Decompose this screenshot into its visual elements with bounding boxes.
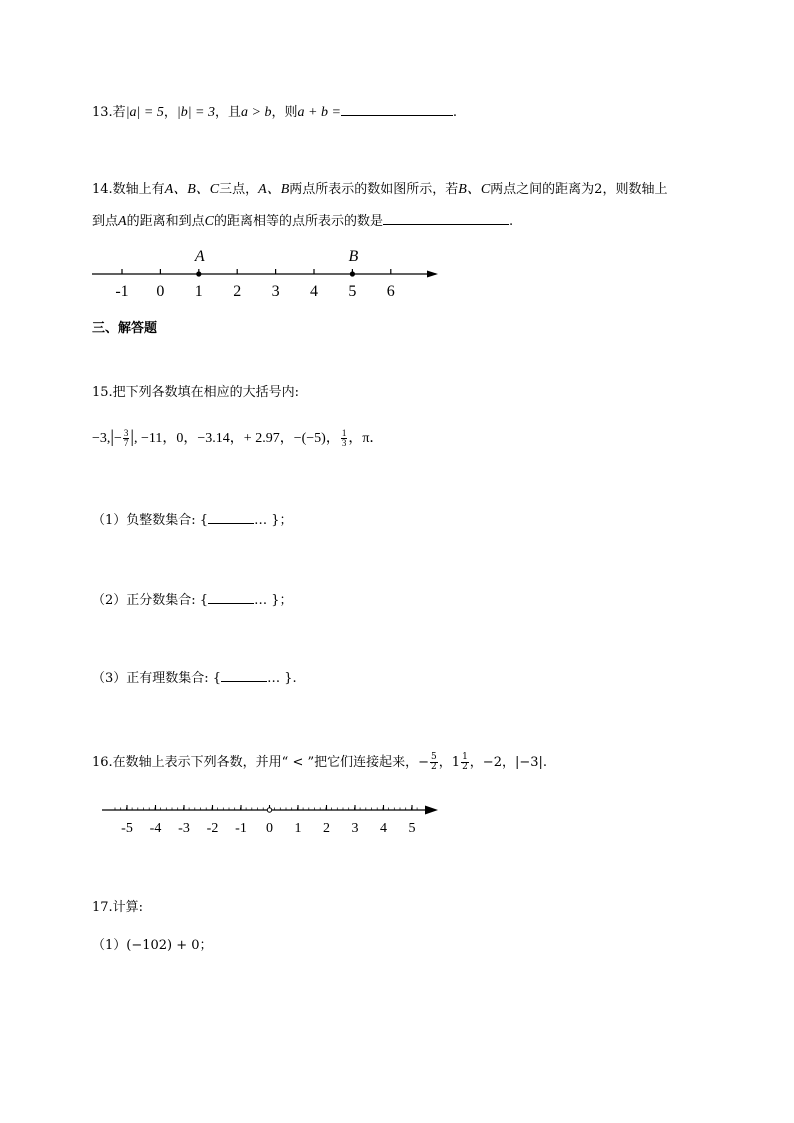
question-15-part-1: （1）负整数集合: { … }； xyxy=(92,513,293,528)
abs-bar-right: | xyxy=(130,426,135,446)
point-label-A: A xyxy=(194,248,205,265)
tick-label: -4 xyxy=(149,821,162,836)
answer-blank[interactable] xyxy=(341,103,453,116)
tick-label: 2 xyxy=(323,821,330,836)
tick-label: 0 xyxy=(156,283,165,300)
question-15-numbers: −3,|− $\frac{3}{7}$ |, −11，0，−3.14，+ 2.97，−(−5)， $\frac{1}{3}$ ，π． xyxy=(92,426,384,449)
fraction: $\frac{1}{2}$ xyxy=(462,752,468,772)
tick-label: 5 xyxy=(348,283,357,300)
question-17-title: 17.计算: xyxy=(92,900,144,915)
question-17-part-1: （1）(−102) + 0； xyxy=(92,938,213,953)
tick-label: 5 xyxy=(408,821,416,836)
question-14-line-1: 14.数轴上有A、B、C三点，A、B两点所表示的数如图所示，若B、C两点之间的距离为2，则数轴上 xyxy=(92,182,668,197)
number-line-q16 xyxy=(94,796,444,842)
tick-label: -3 xyxy=(178,821,190,836)
number-line-q14 xyxy=(86,240,456,302)
tick-label: 6 xyxy=(386,283,395,300)
origin-point xyxy=(267,808,271,812)
tick-label: 1 xyxy=(294,821,302,836)
answer-blank[interactable] xyxy=(208,591,254,604)
tick-label: 0 xyxy=(266,821,273,836)
tick-label: 4 xyxy=(310,283,318,300)
tick-label: -1 xyxy=(235,821,247,836)
point-label-B: B xyxy=(348,248,359,265)
answer-blank[interactable] xyxy=(221,669,267,682)
answer-blank[interactable] xyxy=(383,212,509,225)
fraction: $\frac{1}{3}$ xyxy=(341,428,347,449)
section-heading: 三、解答题 xyxy=(92,321,158,336)
tick-label: 3 xyxy=(351,821,359,836)
question-16: 16.在数轴上表示下列各数，并用“ < ”把它们连接起来，− $\frac{5}{2}$ ，1 $\frac{1}{2}$ ，−2，|−3|. xyxy=(92,752,548,772)
answer-blank[interactable] xyxy=(208,511,254,524)
question-15-part-3: （3）正有理数集合: { … }. xyxy=(92,671,297,686)
tick-label: 1 xyxy=(194,283,203,300)
question-15-part-2: （2）正分数集合: { … }； xyxy=(92,593,293,608)
question-14-line-2: 到点A的距离和到点C的距离相等的点所表示的数是 . xyxy=(92,214,514,229)
tick-label: -2 xyxy=(206,821,219,836)
fraction: $\frac{5}{2}$ xyxy=(431,752,437,772)
abs-bar-left: | xyxy=(110,426,115,446)
point-A xyxy=(196,271,201,276)
tick-label: 2 xyxy=(233,283,242,300)
question-13: 13.若|a| = 5，|b| = 3，且a > b，则a + b = . xyxy=(92,105,458,120)
point-B xyxy=(350,271,355,276)
axis-arrow-icon xyxy=(427,271,438,278)
fraction: $\frac{3}{7}$ xyxy=(123,428,129,449)
axis-arrow-icon xyxy=(425,806,438,815)
tick-label: -5 xyxy=(121,821,133,836)
tick-label: 3 xyxy=(271,283,280,300)
tick-label: -1 xyxy=(115,283,129,300)
tick-label: 4 xyxy=(380,821,387,836)
question-15-title: 15.把下列各数填在相应的大括号内: xyxy=(92,385,300,400)
